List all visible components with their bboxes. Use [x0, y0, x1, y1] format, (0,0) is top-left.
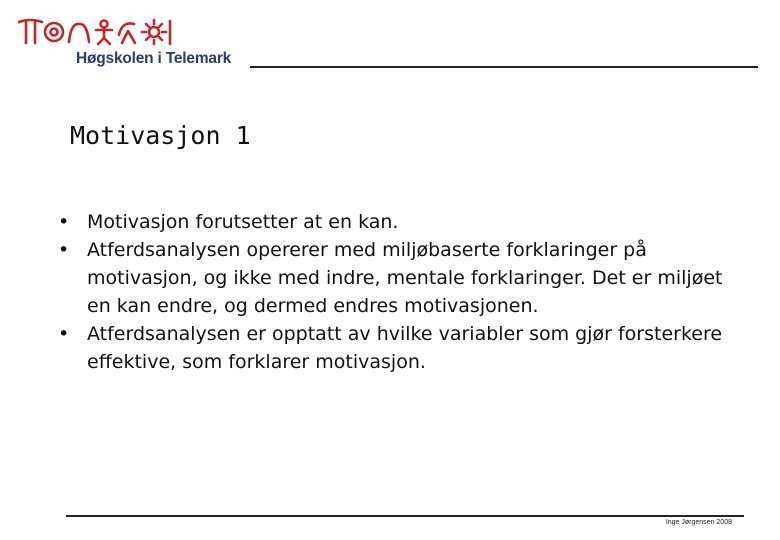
footer-credit: Inge Jørgensen 2008 [665, 519, 732, 526]
bullet-text: Atferdsanalysen er opptatt av hvilke variabler som gjør forsterkere effektive, som forklarer motivasjon. [87, 323, 723, 373]
bullet-text: Atferdsanalysen opererer med miljøbaserte forklaringer på motivasjon, og ikke med indre, mentale forklaringer. Det er miljøet en kan endre, og dermed endres motivasjonen. [87, 239, 723, 317]
footer-divider [66, 515, 744, 517]
bullet-item [58, 208, 748, 236]
institution-name: Høgskolen i Telemark [76, 50, 232, 67]
bullet-item [58, 320, 748, 376]
bullet-item [58, 236, 748, 320]
bullet-marker: • [58, 323, 70, 345]
bullet-list [58, 208, 748, 376]
bullet-marker: • [58, 239, 70, 261]
slide-title: Motivasjon 1 [70, 121, 251, 150]
bullet-marker: • [58, 211, 70, 233]
bullet-text: Motivasjon forutsetter at en kan. [87, 211, 399, 233]
header-divider [250, 66, 758, 68]
college-logo-glyphs [18, 17, 178, 47]
